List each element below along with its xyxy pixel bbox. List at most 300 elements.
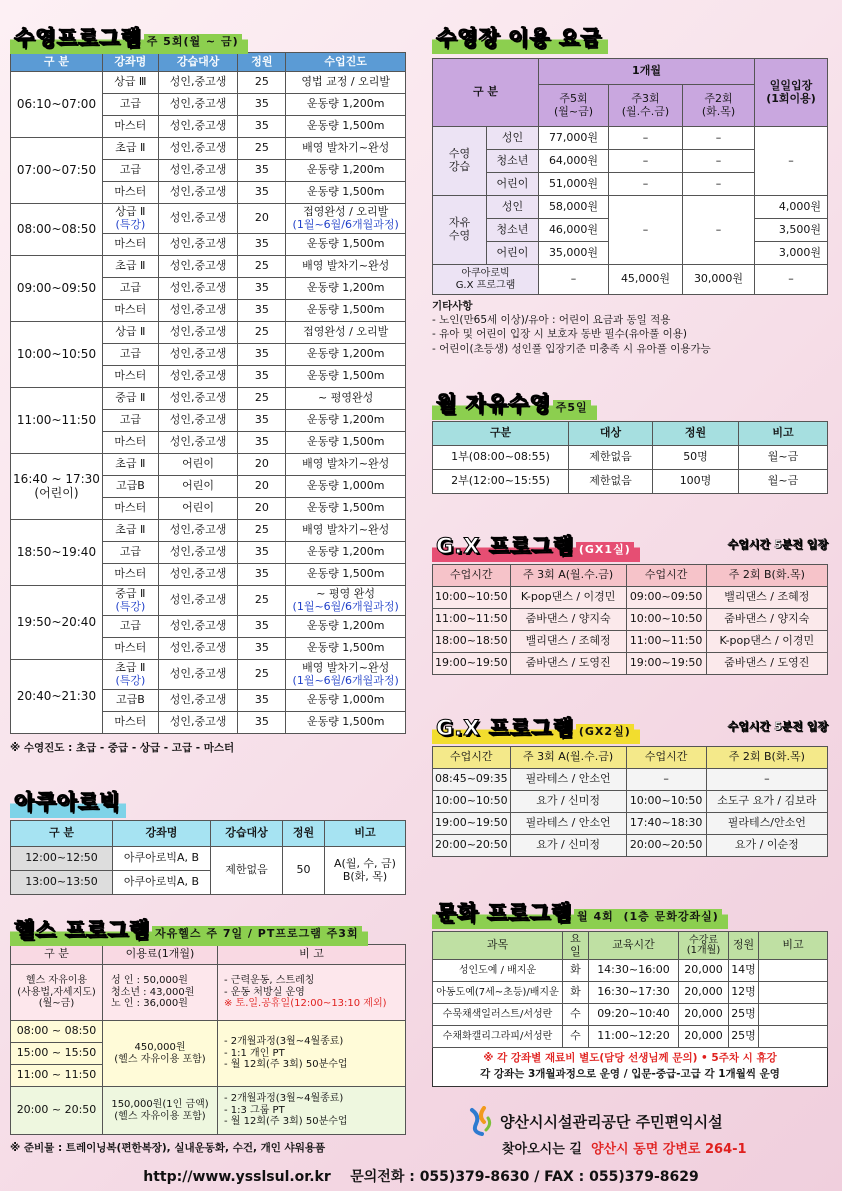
swim-cap: 35	[238, 94, 286, 116]
aqua-head-cell: 강좌명	[113, 821, 211, 847]
culture-head: 비고	[759, 932, 828, 960]
health-table	[10, 944, 406, 1135]
swim-class: 마스터	[102, 182, 158, 204]
swim-cap: 35	[238, 690, 286, 712]
swim-class: 초급 Ⅱ	[102, 138, 158, 160]
gx2-room: (GX2실)	[576, 724, 634, 739]
culture-cell: 25명	[729, 1026, 759, 1048]
swim-time: 18:50~19:40	[11, 520, 103, 586]
free-head-cell: 대상	[569, 422, 653, 446]
swim-time: 09:00~09:50	[11, 256, 103, 322]
swim-progress: 배영 발차기~완성	[286, 520, 406, 542]
swim-class: 상급 Ⅱ	[102, 322, 158, 344]
culture-cell: 25명	[729, 1004, 759, 1026]
gx1-head-row	[433, 565, 828, 587]
culture-cell: 20,000	[679, 1004, 729, 1026]
swim-progress: 접영완성 / 오리발	[286, 322, 406, 344]
swim-class: 상급 Ⅱ (특강)	[102, 204, 158, 234]
health-pt1-note: - 2개월과정(3월~4월종료) - 1:1 개인 PT - 월 12회(주 3회) 50분수업	[218, 1021, 406, 1087]
fee-daily: 3,000원	[755, 242, 828, 265]
culture-title: 문화 프로그램 월 4회 (1층 문화강좌실)	[432, 897, 728, 929]
fee-etc-item: - 어린이(초등생) 성인풀 입장기준 미충족 시 유아풀 이용가능	[432, 342, 711, 355]
swim-progress: 운동량 1,200m	[286, 160, 406, 182]
aqua-table	[10, 820, 406, 895]
culture-row	[433, 960, 828, 982]
swim-time: 08:00~08:50	[11, 204, 103, 256]
swim-progress: 운동량 1,200m	[286, 278, 406, 300]
fee-etc-item: - 유아 및 어린이 입장 시 보호자 동반 필수(유아풀 이용)	[432, 328, 688, 341]
culture-cell: 화	[563, 960, 589, 982]
fee-price: –	[683, 127, 755, 150]
aqua-head-cell: 강습대상	[211, 821, 283, 847]
health-note: ※ 준비물 : 트레이닝복(편한복장), 실내운동화, 수건, 개인 샤워용품	[10, 1142, 326, 1154]
swim-cap: 35	[238, 410, 286, 432]
swim-progress: 운동량 1,000m	[286, 690, 406, 712]
swim-target: 성인,중고생	[158, 72, 238, 94]
swim-target: 성인,중고생	[158, 616, 238, 638]
gx2-cell: 10:00~10:50	[626, 791, 706, 813]
swim-cap: 25	[238, 322, 286, 344]
swim-class: 고급B	[102, 690, 158, 712]
culture-cell	[759, 1004, 828, 1026]
swim-progress: 운동량 1,200m	[286, 94, 406, 116]
fee-head-gubun: 구 분	[433, 59, 539, 127]
gx1-cell: 줌바댄스 / 도영진	[510, 653, 626, 675]
swim-class: 고급	[102, 616, 158, 638]
fee-price: –	[609, 173, 683, 196]
swim-target: 성인,중고생	[158, 660, 238, 690]
fee-head-month: 1개월	[539, 59, 755, 85]
health-head-2: 이용료(1개월)	[103, 945, 218, 965]
swim-progress: 운동량 1,500m	[286, 712, 406, 734]
culture-cell: 09:20~10:40	[589, 1004, 679, 1026]
swim-progress: 운동량 1,500m	[286, 182, 406, 204]
swim-progress: 운동량 1,500m	[286, 366, 406, 388]
swim-cap: 20	[238, 454, 286, 476]
health-time-3: 11:00 ~ 11:50	[11, 1065, 103, 1087]
fee-price: 51,000원	[539, 173, 609, 196]
swim-note: ※ 수영진도 : 초급 - 중급 - 상급 - 고급 - 마스터	[10, 742, 235, 754]
free-swim-subtitle: 주5일	[553, 400, 591, 415]
swim-subtitle: 주 5회(월 ~ 금)	[144, 34, 242, 49]
swim-row	[11, 204, 406, 234]
swim-progress: 운동량 1,200m	[286, 410, 406, 432]
gx1-entry: 수업시간 5분전 입장	[727, 538, 828, 551]
swim-row	[11, 72, 406, 94]
swim-class: 고급	[102, 94, 158, 116]
swim-cap: 35	[238, 432, 286, 454]
fee-section	[432, 22, 828, 356]
footer-org	[466, 1106, 826, 1157]
swim-cap: 35	[238, 542, 286, 564]
aqua-name-2: 아쿠아로빅A, B	[113, 871, 211, 895]
swim-cap: 20	[238, 476, 286, 498]
gx2-cell: 필라테스 / 안소언	[510, 769, 626, 791]
free-head-cell: 비고	[739, 422, 828, 446]
free-swim-table	[432, 421, 828, 494]
gx2-row	[433, 835, 828, 857]
gx2-cell: 20:00~20:50	[433, 835, 511, 857]
swim-class: 마스터	[102, 300, 158, 322]
fee-price: 45,000원	[609, 265, 683, 295]
fee-who: 청소년	[487, 219, 539, 242]
gx2-section	[432, 712, 828, 857]
gx1-cell: K-pop댄스 / 이경민	[510, 587, 626, 609]
swim-cap: 35	[238, 234, 286, 256]
swim-cap: 25	[238, 138, 286, 160]
fee-who: 성인	[487, 196, 539, 219]
swim-cap: 25	[238, 660, 286, 690]
swim-target: 성인,중고생	[158, 204, 238, 234]
gx1-row	[433, 631, 828, 653]
gx1-title: G.X 프로그램 (GX1실)	[432, 530, 640, 562]
gx1-cell: 줌바댄스 / 양지숙	[510, 609, 626, 631]
swim-head-cell: 수업진도	[286, 53, 406, 72]
swim-target: 성인,중고생	[158, 366, 238, 388]
swim-head-cell: 강좌명	[102, 53, 158, 72]
gx1-head-cell: 주 3회 A(월.수.금)	[510, 565, 626, 587]
swim-target: 성인,중고생	[158, 278, 238, 300]
fee-price: 46,000원	[539, 219, 609, 242]
gx1-cell: 09:00~09:50	[626, 587, 706, 609]
fee-who: 청소년	[487, 150, 539, 173]
gx2-row	[433, 813, 828, 835]
swim-target: 성인,중고생	[158, 182, 238, 204]
fee-price: 30,000원	[683, 265, 755, 295]
swim-target: 성인,중고생	[158, 344, 238, 366]
swim-row	[11, 388, 406, 410]
free-head-cell: 정원	[653, 422, 739, 446]
swim-progress: 운동량 1,200m	[286, 344, 406, 366]
aqua-name-1: 아쿠아로빅A, B	[113, 847, 211, 871]
health-subtitle: 자유헬스 주 7일 / PT프로그램 주3회	[152, 926, 362, 941]
gx1-cell: K-pop댄스 / 이경민	[706, 631, 827, 653]
gx1-cell: 밸리댄스 / 조혜정	[706, 587, 827, 609]
swim-target: 성인,중고생	[158, 94, 238, 116]
fee-head-3: 주3회 (월.수.금)	[609, 85, 683, 127]
culture-subtitle: 월 4회 (1층 문화강좌실)	[574, 909, 722, 924]
swim-target: 성인,중고생	[158, 542, 238, 564]
swim-class: 고급	[102, 542, 158, 564]
swim-progress: 운동량 1,500m	[286, 300, 406, 322]
swim-row	[11, 520, 406, 542]
fee-table	[432, 58, 828, 295]
culture-row	[433, 982, 828, 1004]
swim-progress: 배영 발차기~완성	[286, 454, 406, 476]
culture-cell: 12명	[729, 982, 759, 1004]
swim-target: 어린이	[158, 454, 238, 476]
culture-cell: 14:30~16:00	[589, 960, 679, 982]
swim-target: 어린이	[158, 476, 238, 498]
swim-cap: 35	[238, 344, 286, 366]
swim-row	[11, 586, 406, 616]
swim-progress: 배영 발차기~완성	[286, 256, 406, 278]
footer-way: 찾아오시는 길 양산시 동면 강변로 264-1	[502, 1142, 747, 1157]
aqua-head-cell: 정원	[283, 821, 325, 847]
swim-progress: ~ 평영 완성 (1월~6월/6개월과정)	[286, 586, 406, 616]
swim-cap: 25	[238, 256, 286, 278]
culture-cell: 수	[563, 1004, 589, 1026]
swim-progress: 운동량 1,500m	[286, 432, 406, 454]
fee-price: 35,000원	[539, 242, 609, 265]
gx1-row	[433, 609, 828, 631]
culture-cell	[759, 960, 828, 982]
swim-cap: 35	[238, 116, 286, 138]
swim-target: 성인,중고생	[158, 160, 238, 182]
fee-daily: 4,000원	[755, 196, 828, 219]
gx1-cell: 11:00~11:50	[626, 631, 706, 653]
gx1-cell: 19:00~19:50	[433, 653, 511, 675]
swim-cap: 25	[238, 388, 286, 410]
gx2-cell: 소도구 요가 / 김보라	[706, 791, 827, 813]
gx2-cell: 요가 / 이순정	[706, 835, 827, 857]
swim-cap: 35	[238, 278, 286, 300]
swim-class: 마스터	[102, 638, 158, 660]
swim-time: 06:10~07:00	[11, 72, 103, 138]
fee-head-daily: 일일입장 (1회이용)	[755, 59, 828, 127]
swim-target: 성인,중고생	[158, 116, 238, 138]
swim-target: 성인,중고생	[158, 138, 238, 160]
gx2-row	[433, 769, 828, 791]
contact-info: 문의전화 : 055)379-8630 / FAX : 055)379-8629	[350, 1169, 699, 1185]
fee-who: 어린이	[487, 242, 539, 265]
culture-cell: 수	[563, 1026, 589, 1048]
fee-aqua-gx: 아쿠아로빅 G.X 프로그램	[433, 265, 539, 295]
fee-price: –	[609, 150, 683, 173]
fee-head-2: 주2회 (화.목)	[683, 85, 755, 127]
swim-section	[10, 22, 406, 755]
gx2-cell: 요가 / 신미정	[510, 835, 626, 857]
fee-who: 어린이	[487, 173, 539, 196]
swim-head-cell: 정원	[238, 53, 286, 72]
swim-row	[11, 322, 406, 344]
aqua-section	[10, 786, 406, 895]
aqua-cap: 50	[283, 847, 325, 895]
gx1-cell: 19:00~19:50	[626, 653, 706, 675]
swim-progress: 운동량 1,000m	[286, 476, 406, 498]
culture-head: 요일	[563, 932, 589, 960]
fee-price: –	[683, 173, 755, 196]
health-pt3-note: - 2개월과정(3월~4월종료) - 1:3 그룹 PT - 월 12회(주 3회) 50분수업	[218, 1087, 406, 1135]
swim-target: 성인,중고생	[158, 564, 238, 586]
swim-table	[10, 52, 406, 734]
culture-cell: 20,000	[679, 1026, 729, 1048]
swim-class: 마스터	[102, 712, 158, 734]
swim-progress: 운동량 1,500m	[286, 234, 406, 256]
culture-cell: 14명	[729, 960, 759, 982]
aqua-note-1: A(월, 수, 금)	[334, 856, 396, 870]
fee-head-5: 주5회 (월~금)	[539, 85, 609, 127]
culture-head: 정원	[729, 932, 759, 960]
gx2-cell: –	[706, 769, 827, 791]
swim-target: 성인,중고생	[158, 322, 238, 344]
culture-head: 교육시간	[589, 932, 679, 960]
fee-price: –	[539, 265, 609, 295]
gx1-cell: 밸리댄스 / 조혜정	[510, 631, 626, 653]
swim-class: 마스터	[102, 234, 158, 256]
health-free-note: - 근력운동, 스트레칭 - 운동 처방실 운영 ※ 토.일.공휴일(12:00~13:10 제외)	[218, 965, 406, 1021]
gx2-cell: 10:00~10:50	[433, 791, 511, 813]
swim-title: 수영프로그램 주 5회(월 ~ 금)	[10, 22, 248, 54]
health-pt1-fee: 450,000원 (헬스 자유이용 포함)	[103, 1021, 218, 1087]
health-time-1: 08:00 ~ 08:50	[11, 1021, 103, 1043]
swim-target: 어린이	[158, 498, 238, 520]
swim-class: 고급B	[102, 476, 158, 498]
culture-cell: 20,000	[679, 960, 729, 982]
culture-cell	[759, 1026, 828, 1048]
fee-who: 성인	[487, 127, 539, 150]
fee-etc-item: - 노인(만65세 이상)/유아 : 어린이 요금과 동일 적용	[432, 314, 671, 327]
swim-time: 16:40 ~ 17:30 (어린이)	[11, 454, 103, 520]
gx2-cell: 요가 / 신미정	[510, 791, 626, 813]
swim-class: 상급 Ⅲ	[102, 72, 158, 94]
swim-cap: 35	[238, 160, 286, 182]
swim-progress: 영법 교정 / 오리발	[286, 72, 406, 94]
swim-progress: 접영완성 / 오리발 (1월~6월/6개월과정)	[286, 204, 406, 234]
swim-cap: 35	[238, 638, 286, 660]
culture-notes	[432, 1048, 828, 1087]
swim-head-cell: 구 분	[11, 53, 103, 72]
gx2-cell: 필라테스/안소언	[706, 813, 827, 835]
fee-price: –	[609, 127, 683, 150]
health-pt3-fee: 150,000원(1인 금액) (헬스 자유이용 포함)	[103, 1087, 218, 1135]
gx1-room: (GX1실)	[576, 542, 634, 557]
culture-note-1: ※ 각 강좌별 재료비 별도(담당 선생님께 문의) • 5주차 시 휴강	[483, 1052, 777, 1064]
gx2-head-row	[433, 747, 828, 769]
fee-title: 수영장 이용 요금	[432, 22, 608, 54]
gx1-cell: 18:00~18:50	[433, 631, 511, 653]
aqua-title: 아쿠아로빅	[10, 786, 126, 818]
swim-target: 성인,중고생	[158, 690, 238, 712]
gx2-head-cell: 수업시간	[626, 747, 706, 769]
health-time-4: 20:00 ~ 20:50	[11, 1087, 103, 1135]
swim-target: 성인,중고생	[158, 638, 238, 660]
fee-daily: 3,500원	[755, 219, 828, 242]
swim-class: 마스터	[102, 366, 158, 388]
swim-head-cell: 강습대상	[158, 53, 238, 72]
gx2-entry: 수업시간 5분전 입장	[727, 720, 828, 733]
culture-row	[433, 1026, 828, 1048]
gx1-section	[432, 530, 828, 675]
swim-class: 초급 Ⅱ (특강)	[102, 660, 158, 690]
swim-progress: 운동량 1,500m	[286, 638, 406, 660]
gx2-cell: 17:40~18:30	[626, 813, 706, 835]
swim-cap: 35	[238, 616, 286, 638]
swim-cap: 25	[238, 72, 286, 94]
swim-class: 마스터	[102, 498, 158, 520]
swim-cap: 35	[238, 366, 286, 388]
swim-target: 성인,중고생	[158, 712, 238, 734]
logo-icon	[466, 1106, 494, 1136]
culture-table	[432, 931, 828, 1048]
fee-price: –	[683, 150, 755, 173]
swim-cap: 35	[238, 182, 286, 204]
health-free-fee: 성 인 : 50,000원 청소년 : 43,000원 노 인 : 36,000원	[103, 965, 218, 1021]
culture-cell: 20,000	[679, 982, 729, 1004]
fee-price: –	[683, 196, 755, 265]
gx2-head-cell: 주 3회 A(월.수.금)	[510, 747, 626, 769]
swim-cap: 35	[238, 564, 286, 586]
gx2-cell: 20:00~20:50	[626, 835, 706, 857]
gx2-row	[433, 791, 828, 813]
swim-cap: 20	[238, 204, 286, 234]
swim-class: 초급 Ⅱ	[102, 256, 158, 278]
swim-time: 19:50~20:40	[11, 586, 103, 660]
gx1-cell: 줌바댄스 / 양지숙	[706, 609, 827, 631]
swim-target: 성인,중고생	[158, 432, 238, 454]
swim-class: 고급	[102, 344, 158, 366]
culture-note-2: 각 강좌는 3개월과정으로 운영 / 입문-중급-고급 각 1개월씩 운영	[480, 1067, 780, 1080]
gx1-head-cell: 주 2회 B(화.목)	[706, 565, 827, 587]
swim-target: 성인,중고생	[158, 586, 238, 616]
swim-class: 중급 Ⅱ	[102, 388, 158, 410]
health-section	[10, 914, 406, 1155]
swim-class: 마스터	[102, 564, 158, 586]
swim-cap: 20	[238, 498, 286, 520]
culture-cell: 아동도예(7세~초등)/배지운	[433, 982, 563, 1004]
swim-time: 07:00~07:50	[11, 138, 103, 204]
aqua-note-2: B(화, 목)	[342, 869, 388, 883]
culture-row	[433, 1004, 828, 1026]
free-swim-title: 월 자유수영 주5일	[432, 388, 597, 420]
aqua-time-1: 12:00~12:50	[11, 847, 113, 871]
health-time-2: 15:00 ~ 15:50	[11, 1043, 103, 1065]
aqua-head-cell: 구 분	[11, 821, 113, 847]
swim-row	[11, 138, 406, 160]
swim-target: 성인,중고생	[158, 300, 238, 322]
free-cell: 1부(08:00~08:55)	[433, 446, 569, 470]
swim-progress: ~ 평영완성	[286, 388, 406, 410]
free-cell: 제한없음	[569, 470, 653, 494]
swim-target: 성인,중고생	[158, 256, 238, 278]
culture-head-fee: 수강료 (1개월)	[679, 932, 729, 960]
free-cell: 100명	[653, 470, 739, 494]
swim-class: 초급 Ⅱ	[102, 454, 158, 476]
site-link[interactable]: http://www.ysslsul.or.kr	[143, 1169, 331, 1185]
gx1-cell: 11:00~11:50	[433, 609, 511, 631]
fee-daily: –	[755, 265, 828, 295]
free-cell: 제한없음	[569, 446, 653, 470]
aqua-note	[325, 847, 406, 895]
gx2-cell: 19:00~19:50	[433, 813, 511, 835]
fee-daily: –	[755, 127, 828, 196]
swim-cap: 35	[238, 712, 286, 734]
swim-progress: 운동량 1,500m	[286, 116, 406, 138]
free-head-cell: 구분	[433, 422, 569, 446]
swim-row	[11, 256, 406, 278]
org-name: 양산시시설관리공단 주민편익시설	[500, 1112, 723, 1131]
gx1-cell: 줌바댄스 / 도영진	[706, 653, 827, 675]
gx1-head-cell: 수업시간	[626, 565, 706, 587]
culture-cell: 성인도예 / 배지운	[433, 960, 563, 982]
aqua-head-cell: 비고	[325, 821, 406, 847]
swim-target: 성인,중고생	[158, 234, 238, 256]
free-cell: 월~금	[739, 470, 828, 494]
gx1-row	[433, 653, 828, 675]
fee-price: 58,000원	[539, 196, 609, 219]
swim-row	[11, 660, 406, 690]
gx2-title: G.X 프로그램 (GX2실)	[432, 712, 640, 744]
health-head-1: 구 분	[11, 945, 103, 965]
swim-time: 20:40~21:30	[11, 660, 103, 734]
swim-progress: 운동량 1,500m	[286, 564, 406, 586]
gx2-cell: 08:45~09:35	[433, 769, 511, 791]
fee-price: 77,000원	[539, 127, 609, 150]
swim-time: 11:00~11:50	[11, 388, 103, 454]
swim-class: 고급	[102, 160, 158, 182]
gx1-table	[432, 564, 828, 675]
swim-target: 성인,중고생	[158, 520, 238, 542]
